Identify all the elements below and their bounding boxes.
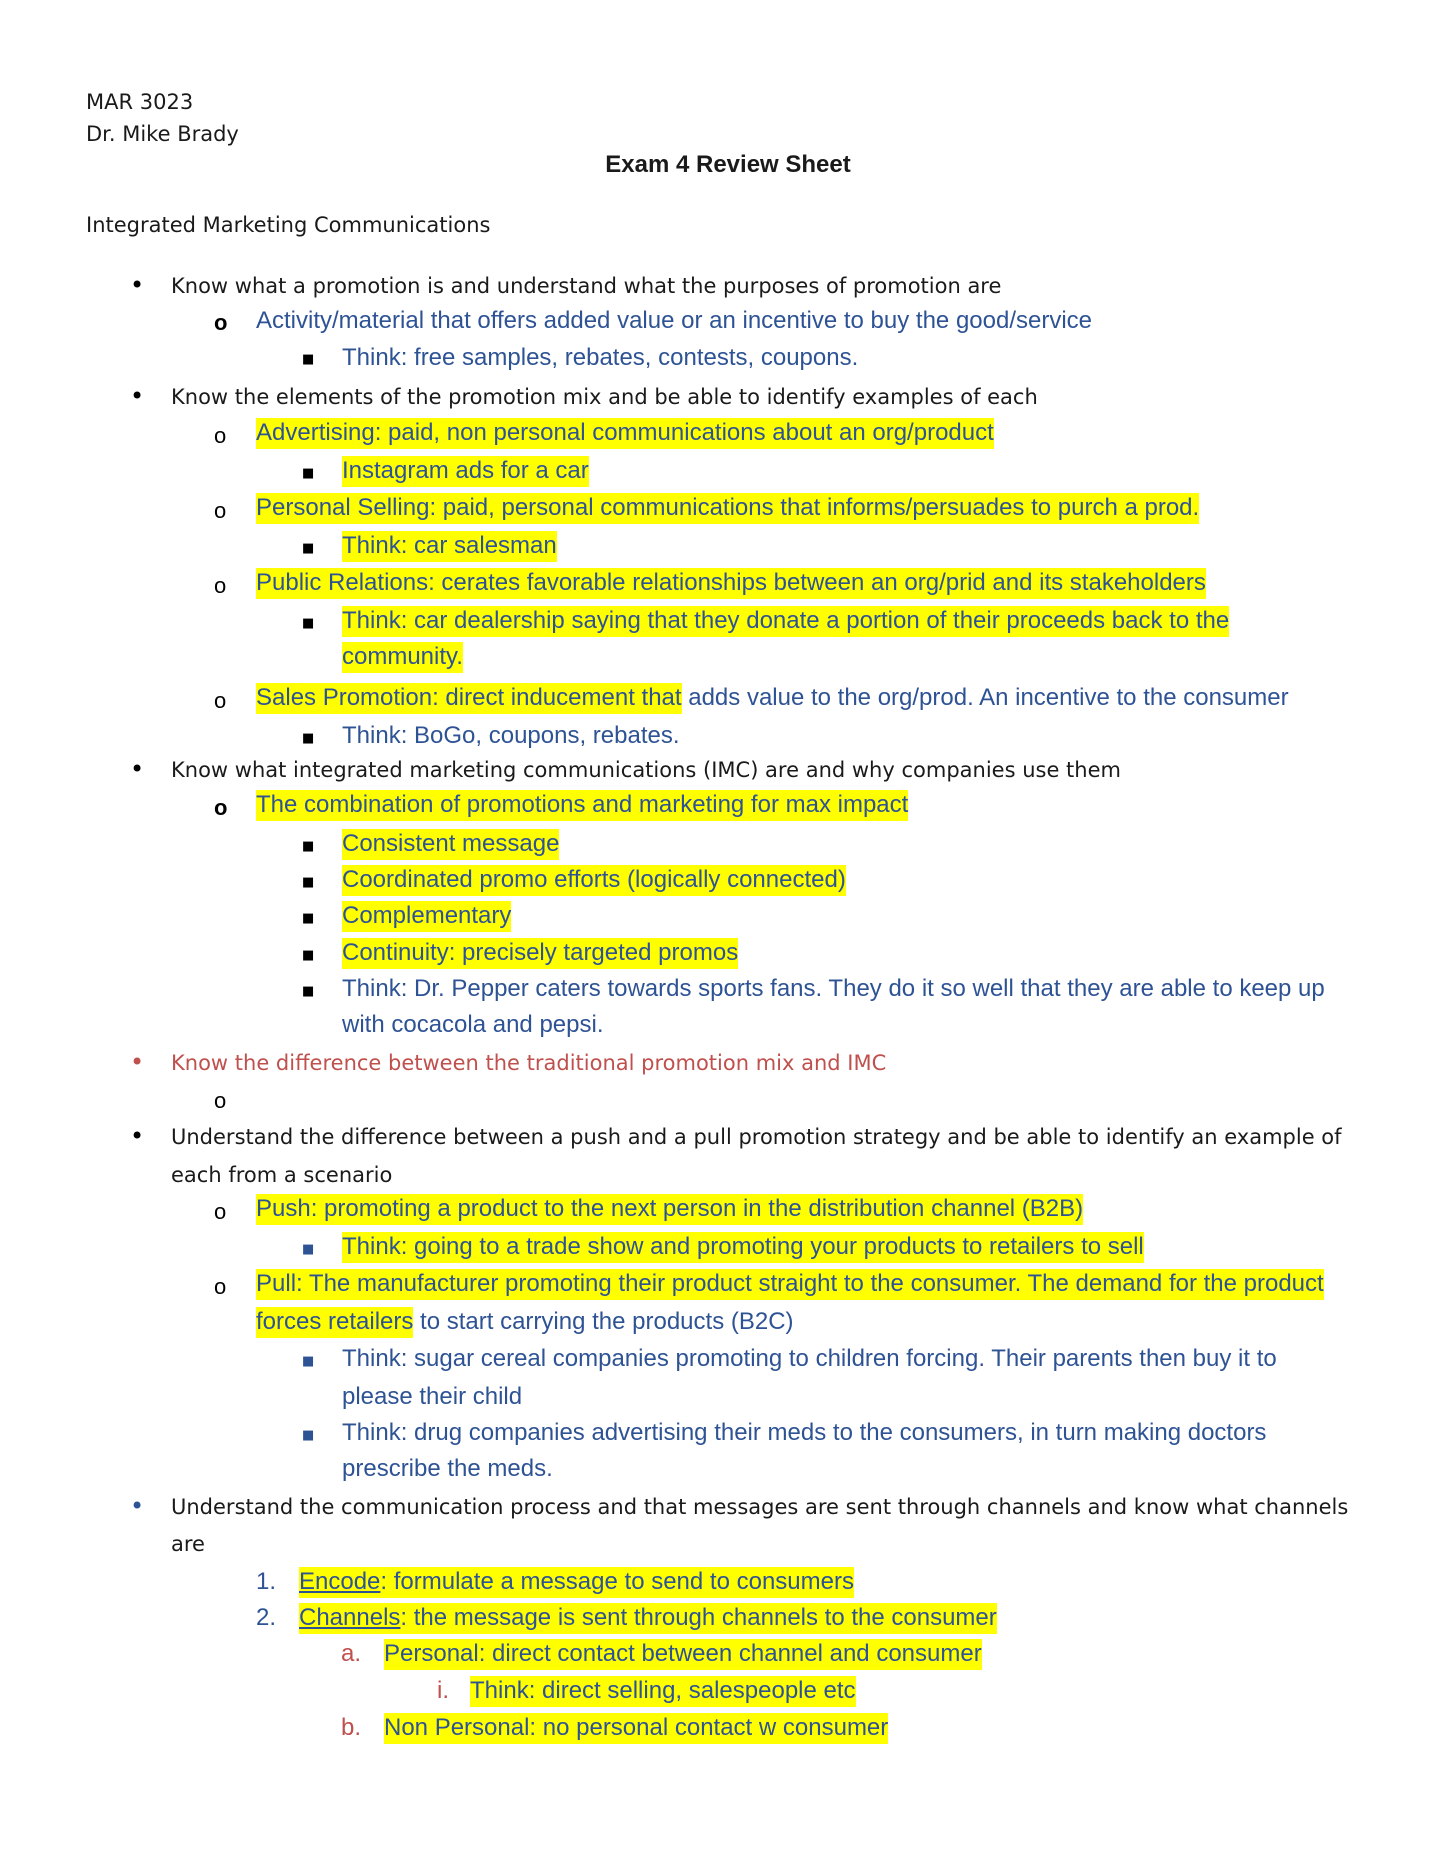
sub-item-rest: adds value to the org/prod. An incentive to the consumer — [681, 684, 1289, 711]
highlight: Pull: The manufacturer promoting their product straight to the consumer. The demand for the product — [256, 1269, 1324, 1300]
square-bullet: ■ — [302, 541, 315, 556]
highlight: Push: promoting a product to the next person in the distribution channel (B2B) — [256, 1194, 1083, 1225]
square-bullet: ■ — [302, 1242, 315, 1257]
list-letter: b. — [341, 1714, 362, 1741]
highlight: Complementary — [342, 901, 511, 932]
term-definition: : the message is sent through channels to the consumer — [400, 1604, 997, 1631]
sub-item — [256, 793, 908, 817]
square-bullet: ■ — [302, 352, 315, 367]
term-definition: : formulate a message to send to consumers — [380, 1568, 854, 1595]
bullet-dot: • — [130, 1048, 145, 1076]
sub-sub-item — [342, 832, 559, 856]
square-bullet: ■ — [302, 1354, 315, 1369]
bullet-item: Know what integrated marketing communications (IMC) are and why companies use them — [171, 758, 1121, 782]
instructor-name: Dr. Mike Brady — [86, 122, 239, 146]
square-bullet: ■ — [302, 875, 315, 890]
bullet-item-cont: are — [171, 1532, 205, 1556]
sub-bullet-o: o — [214, 498, 227, 523]
sub-bullet-o: o — [214, 1088, 227, 1113]
sub-bullet-o: o — [214, 1274, 227, 1299]
bullet-dot: • — [130, 1492, 145, 1520]
sub-sub-item — [342, 904, 511, 928]
sub-sub-item: Think: Dr. Pepper caters towards sports fans. They do it so well that they are able to keep up — [342, 975, 1325, 1002]
sub-item — [256, 421, 994, 445]
sub-sub-item: Think: drug companies advertising their meds to the consumers, in turn making doctors — [342, 1419, 1267, 1446]
page-title: Exam 4 Review Sheet — [605, 151, 851, 178]
bullet-dot: • — [130, 271, 145, 299]
sub-item: Activity/material that offers added value or an incentive to buy the good/service — [256, 307, 1093, 334]
highlight: Think: going to a trade show and promoting your products to retailers to sell — [342, 1232, 1144, 1263]
bullet-item: Understand the difference between a push and a pull promotion strategy and be able to identify an example of — [171, 1125, 1342, 1149]
list-number: 2. — [256, 1604, 277, 1631]
bullet-item: Understand the communication process and that messages are sent through channels and know what channels — [171, 1495, 1349, 1519]
bullet-item: Know what a promotion is and understand what the purposes of promotion are — [171, 274, 1002, 298]
lettered-item — [384, 1716, 888, 1740]
sub-item — [256, 686, 1289, 710]
bullet-dot: • — [130, 1122, 145, 1150]
sub-item — [256, 1197, 1083, 1221]
sub-sub-item — [342, 459, 589, 483]
highlight: forces retailers — [256, 1307, 413, 1338]
square-bullet: ■ — [302, 984, 315, 999]
lettered-item — [384, 1642, 982, 1666]
highlight: The combination of promotions and marketing for max impact — [256, 790, 908, 821]
highlight: community. — [342, 642, 463, 673]
square-bullet: ■ — [302, 839, 315, 854]
highlight: Think: car salesman — [342, 531, 557, 562]
highlight: Think: direct selling, salespeople etc — [470, 1676, 856, 1707]
course-code: MAR 3023 — [86, 90, 194, 114]
sub-sub-item-cont — [342, 645, 463, 669]
section-heading: Integrated Marketing Communications — [86, 213, 491, 237]
sub-sub-item: Think: free samples, rebates, contests, coupons. — [342, 344, 859, 371]
sub-bullet-o: o — [214, 573, 227, 598]
highlight: Public Relations: cerates favorable relationships between an org/prid and its stakeholders — [256, 568, 1206, 599]
highlight — [299, 1567, 854, 1598]
sub-sub-item-cont: with cocacola and pepsi. — [342, 1011, 604, 1038]
numbered-item — [299, 1606, 997, 1630]
square-bullet: ■ — [302, 616, 315, 631]
sub-sub-item-cont: please their child — [342, 1383, 523, 1410]
square-bullet: ■ — [302, 731, 315, 746]
bullet-item: Know the elements of the promotion mix and be able to identify examples of each — [171, 385, 1038, 409]
highlight: Coordinated promo efforts (logically connected) — [342, 865, 846, 896]
list-roman: i. — [437, 1677, 449, 1704]
square-bullet: ■ — [302, 466, 315, 481]
sub-sub-item — [342, 941, 738, 965]
roman-item — [470, 1679, 856, 1703]
sub-item — [256, 1272, 1324, 1296]
bullet-dot: • — [130, 382, 145, 410]
list-number: 1. — [256, 1568, 277, 1595]
sub-sub-item-cont: prescribe the meds. — [342, 1455, 553, 1482]
square-bullet: ■ — [302, 948, 315, 963]
highlight: Personal: direct contact between channel and consumer — [384, 1639, 982, 1670]
square-bullet: ■ — [302, 1428, 315, 1443]
highlight: Non Personal: no personal contact w consumer — [384, 1713, 888, 1744]
sub-bullet-o: o — [214, 688, 227, 713]
highlight: Continuity: precisely targeted promos — [342, 938, 738, 969]
sub-bullet-o: o — [214, 310, 228, 335]
sub-sub-item — [342, 609, 1229, 633]
sub-sub-item — [342, 534, 557, 558]
highlight: Consistent message — [342, 829, 559, 860]
sub-bullet-o: o — [214, 795, 228, 820]
sub-bullet-o: o — [214, 423, 227, 448]
bullet-item: Know the difference between the traditional promotion mix and IMC — [171, 1051, 887, 1075]
highlight: Advertising: paid, non personal communications about an org/product — [256, 418, 994, 449]
highlight: Think: car dealership saying that they donate a portion of their proceeds back to the — [342, 606, 1229, 637]
term: Encode — [299, 1568, 381, 1595]
sub-item-cont — [256, 1310, 794, 1334]
square-bullet: ■ — [302, 911, 315, 926]
sub-sub-item: Think: BoGo, coupons, rebates. — [342, 722, 680, 749]
sub-sub-item — [342, 868, 846, 892]
highlight: Instagram ads for a car — [342, 456, 589, 487]
list-letter: a. — [341, 1640, 362, 1667]
term: Channels — [299, 1604, 401, 1631]
highlight — [299, 1603, 997, 1634]
sub-item — [256, 496, 1199, 520]
highlight: Sales Promotion: direct inducement that — [256, 683, 682, 714]
sub-sub-item: Think: sugar cereal companies promoting to children forcing. Their parents then buy it to — [342, 1345, 1277, 1372]
highlight: Personal Selling: paid, personal communications that informs/persuades to purch a prod. — [256, 493, 1199, 524]
sub-item-rest: to start carrying the products (B2C) — [413, 1308, 794, 1335]
sub-sub-item — [342, 1235, 1144, 1259]
bullet-item-cont: each from a scenario — [171, 1163, 393, 1187]
sub-item — [256, 571, 1206, 595]
sub-bullet-o: o — [214, 1199, 227, 1224]
bullet-dot: • — [130, 755, 145, 783]
numbered-item — [299, 1570, 854, 1594]
